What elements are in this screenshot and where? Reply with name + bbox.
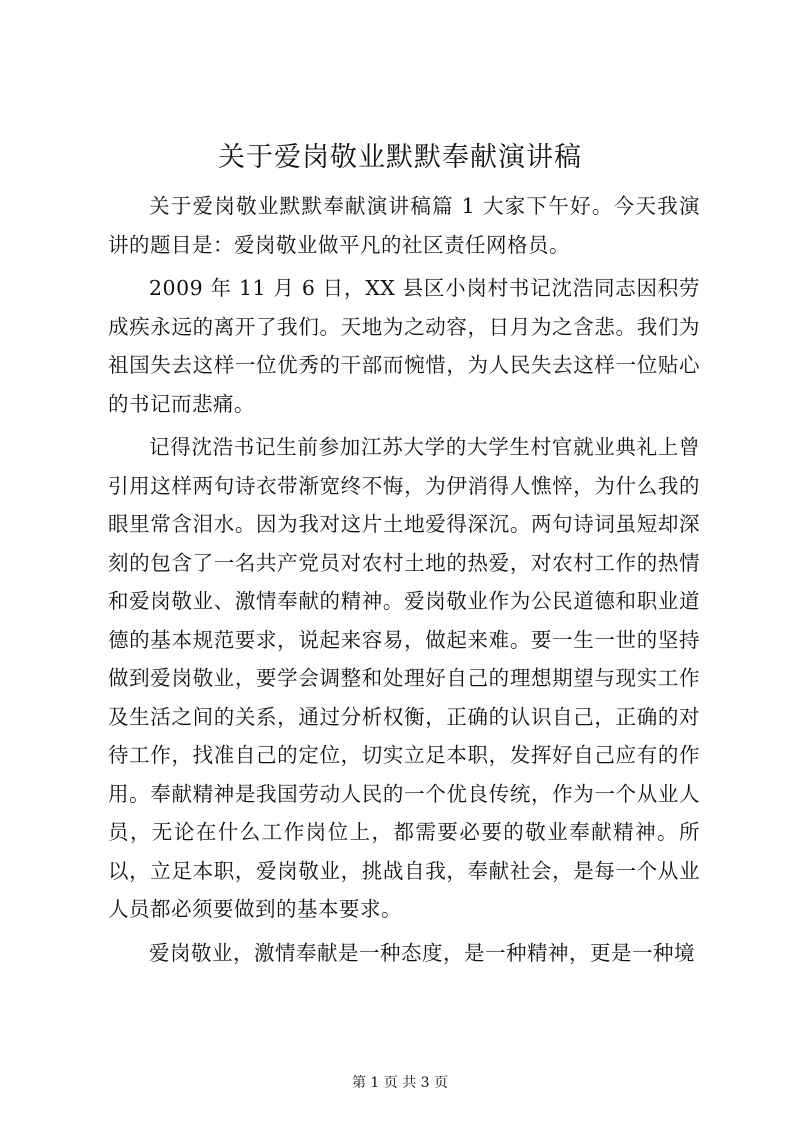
document-body (108, 187, 700, 977)
paragraph: 爱岗敬业，激情奉献是一种态度，是一种精神，更是一种境 (149, 940, 695, 965)
paragraph: 关于爱岗敬业默默奉献演讲稿篇 1 大家下午好。今天我演讲的题目是：爱岗敬业做平凡的社区责任网格员。 (108, 194, 700, 257)
document-title: 关于爱岗敬业默默奉献演讲稿 (218, 142, 582, 173)
page-number: 第 1 页 共 3 页 (351, 1075, 449, 1091)
paragraph: 记得沈浩书记生前参加江苏大学的大学生村官就业典礼上曾引用这样两句诗衣带渐宽终不悔，为伊消得人憔悴，为什么我的眼里常含泪水。因为我对这片土地爱得深沉。两句诗词虽短却深刻的包含了一名共产党员对农村土地的热爱，对农村工作的热情和爱岗敬业、激情奉献的精神。爱岗敬业作为公民道德和职业道德的基本规范要求，说起来容易，做起来难。要一生一世的坚持做到爱岗敬业，要学会调整和处理好自己的理想期望与现实工作及生活之间的关系，通过分析权衡，正确的认识自己，正确的对待工作，找准自己的定位，切实立足本职，发挥好自己应有的作用。奉献精神是我国劳动人民的一个优良传统，作为一个从业人员，无论在什么工作岗位上，都需要必要的敬业奉献精神。所以，立足本职，爱岗敬业，挑战自我，奉献社会，是每一个从业人员都必须要做到的基本要求。 (108, 435, 700, 921)
paragraph: 2009 年 11 月 6 日，XX 县区小岗村书记沈浩同志因积劳成疾永远的离开了我们。天地为之动容，日月为之含悲。我们为祖国失去这样一位优秀的干部而惋惜，为人民失去这样一位贴心的书记而悲痛。 (108, 276, 700, 416)
page-footer (0, 1073, 800, 1093)
